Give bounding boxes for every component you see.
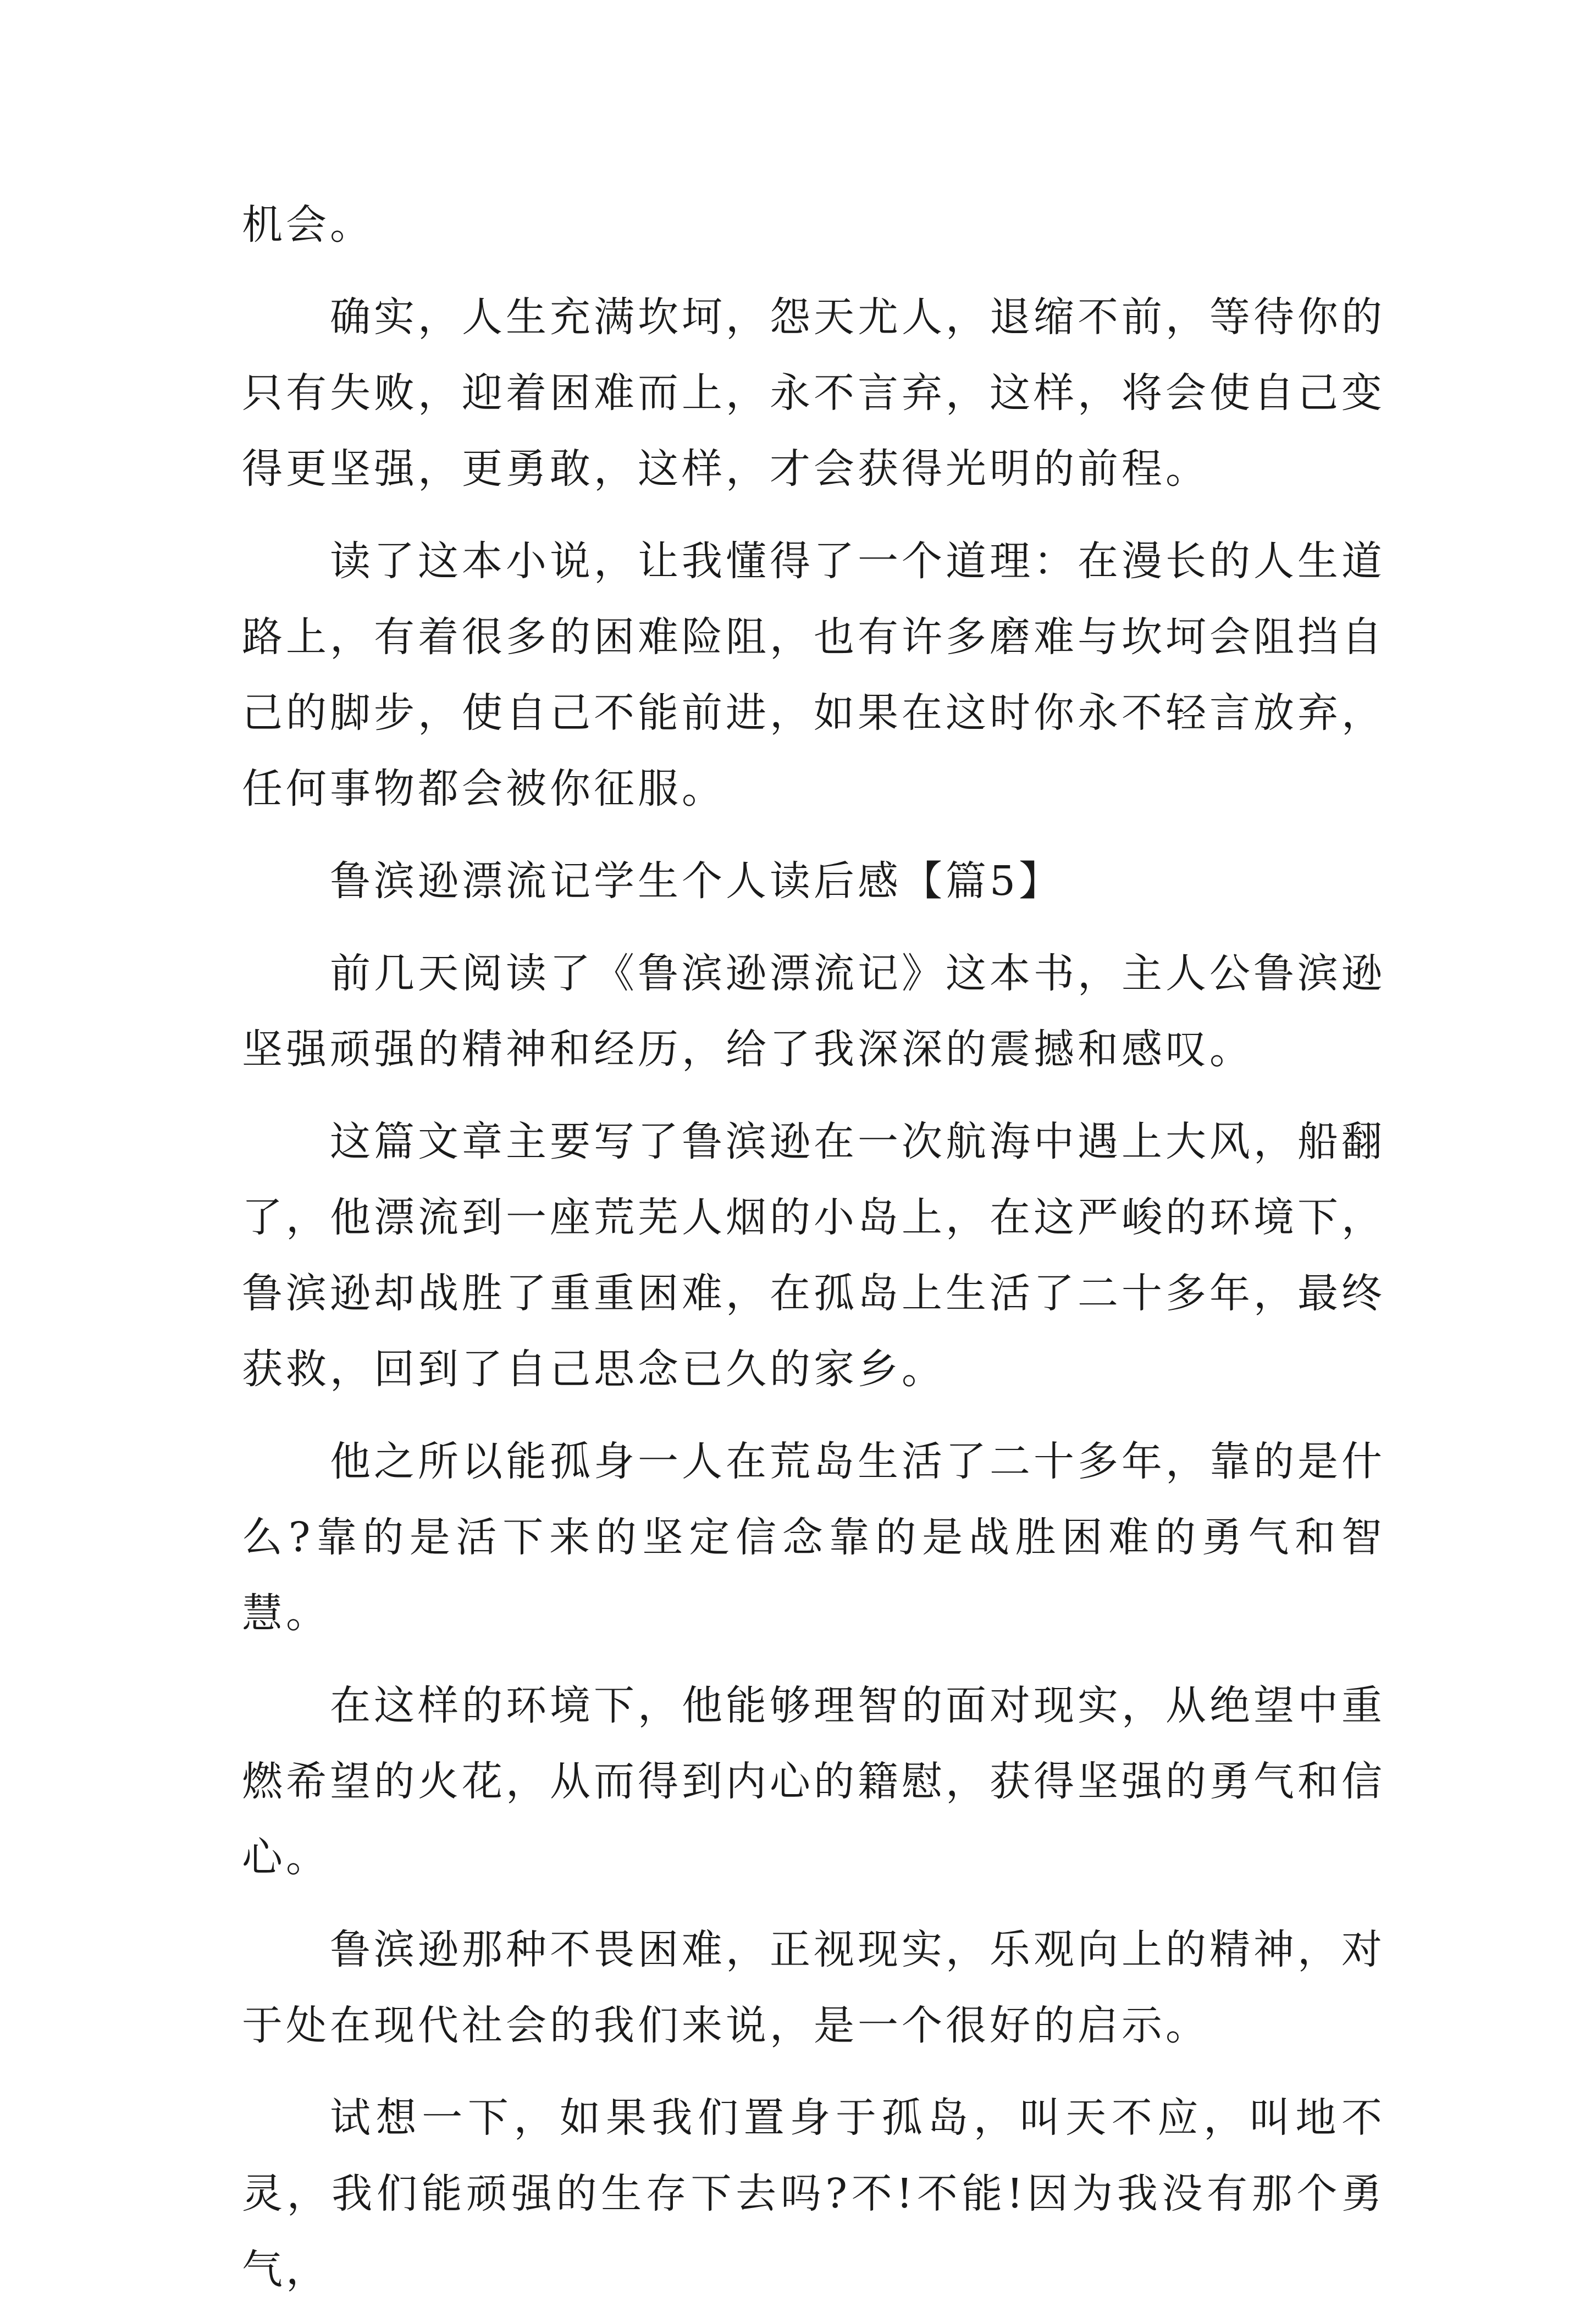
- paragraph: 鲁滨逊那种不畏困难，正视现实，乐观向上的精神，对于处在现代社会的我们来说，是一个很好的启示。: [242, 1926, 1385, 2049]
- document-body: [242, 187, 1385, 2324]
- paragraph: 读了这本小说，让我懂得了一个道理：在漫长的人生道路上，有着很多的困难险阻，也有许多磨难与坎坷会阻挡自己的脚步，使自己不能前进，如果在这时你永不轻言放弃，任何事物都会被你征服。: [242, 538, 1385, 812]
- paragraph: 这篇文章主要写了鲁滨逊在一次航海中遇上大风，船翻了，他漂流到一座荒芜人烟的小岛上，在这严峻的环境下，鲁滨逊却战胜了重重困难，在孤岛上生活了二十多年，最终获救，回到了自己思念已久的家乡。: [242, 1118, 1385, 1393]
- section-heading: 鲁滨逊漂流记学生个人读后感【篇5】: [330, 857, 1063, 905]
- paragraph: 确实，人生充满坎坷，怨天尤人，退缩不前，等待你的只有失败，迎着困难而上，永不言弃，这样，将会使自己变得更坚强，更勇敢，这样，才会获得光明的前程。: [242, 294, 1385, 493]
- paragraph: 机会。: [242, 201, 374, 248]
- paragraph: 在这样的环境下，他能够理智的面对现实，从绝望中重燃希望的火花，从而得到内心的籍慰，获得坚强的勇气和信心。: [242, 1682, 1385, 1881]
- paragraph: 他之所以能孤身一人在荒岛生活了二十多年，靠的是什么?靠的是活下来的坚定信念靠的是战胜困难的勇气和智慧。: [242, 1438, 1385, 1637]
- paragraph: 试想一下，如果我们置身于孤岛，叫天不应，叫地不灵，我们能顽强的生存下去吗?不!不能!因为我没有那个勇气，: [242, 2094, 1385, 2293]
- paragraph: 前几天阅读了《鲁滨逊漂流记》这本书，主人公鲁滨逊坚强顽强的精神和经历，给了我深深的震撼和感叹。: [242, 950, 1385, 1073]
